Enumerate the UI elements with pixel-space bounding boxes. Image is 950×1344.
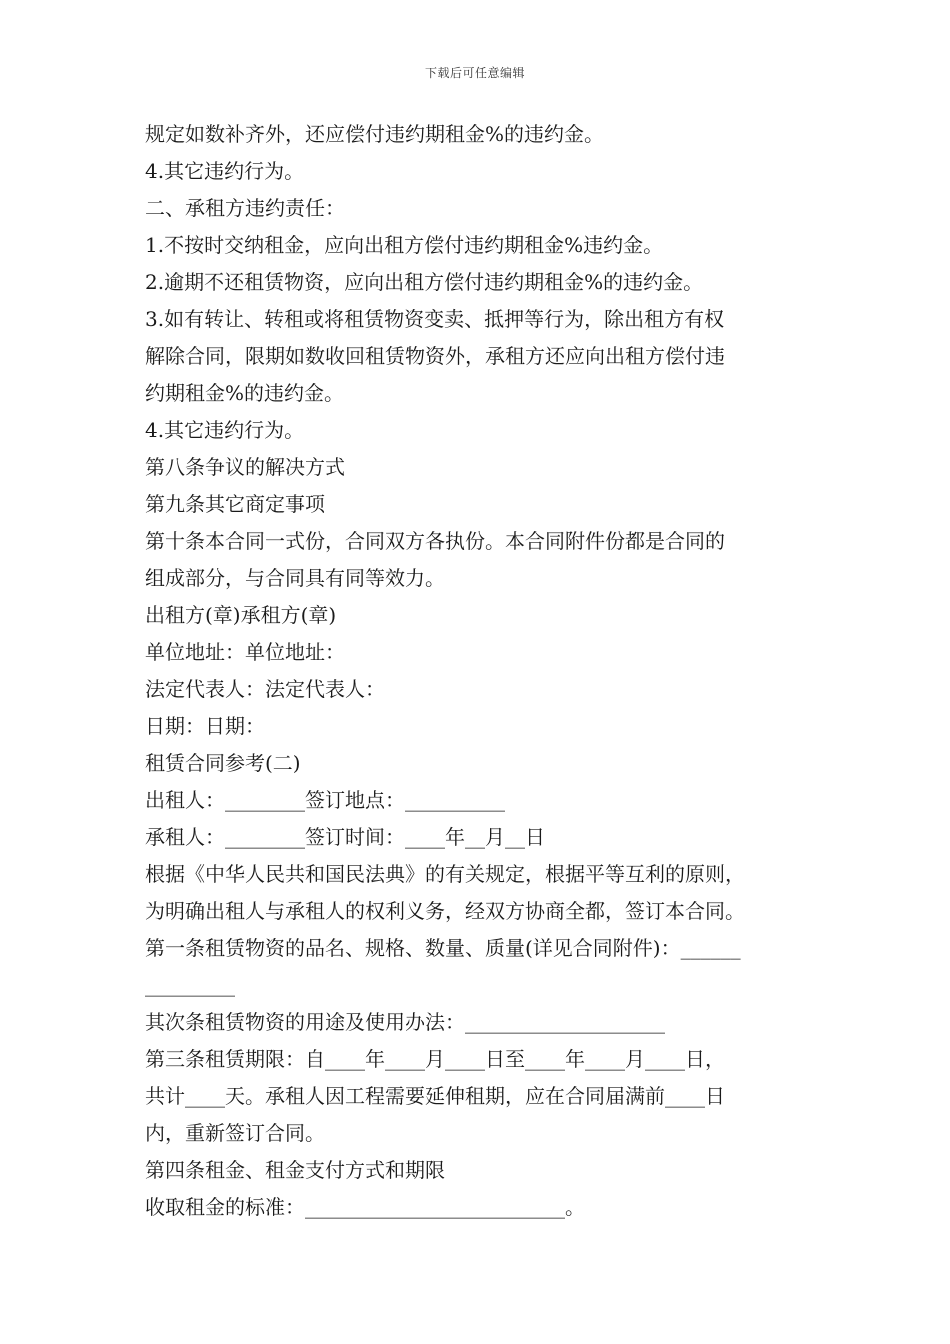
form-line: 出租人：________签订地点：__________: [145, 788, 505, 812]
section-heading: 第八条争议的解决方式: [145, 455, 345, 479]
signature-line: 单位地址：单位地址：: [145, 640, 345, 664]
text-line: 规定如数补齐外，还应偿付违约期租金%的违约金。: [145, 122, 605, 146]
form-line: 承租人：________签订时间：____年__月__日: [145, 825, 545, 849]
signature-line: 日期：日期：: [145, 714, 265, 738]
form-line: 共计____天。承租人因工程需要延伸租期，应在合同届满前____日: [145, 1084, 725, 1108]
document-body: [145, 116, 815, 1226]
document-subtitle: 租赁合同参考(二): [145, 751, 301, 775]
section-heading: 第四条租金、租金支付方式和期限: [145, 1158, 445, 1182]
page-header-note: 下载后可任意编辑: [424, 66, 525, 80]
text-line: 1.不按时交纳租金，应向出租方偿付违约期租金%违约金。: [145, 233, 664, 257]
text-line: 为明确出租人与承租人的权利义务，经双方协商全都，签订本合同。: [145, 899, 745, 923]
form-line: 第三条租赁期限：自____年____月____日至____年____月____日，: [145, 1047, 725, 1071]
section-heading: 第九条其它商定事项: [145, 492, 325, 516]
text-line: 约期租金%的违约金。: [145, 381, 345, 405]
text-line: 4.其它违约行为。: [145, 159, 305, 183]
text-line: 根据《中华人民共和国民法典》的有关规定，根据平等互利的原则，: [145, 862, 745, 886]
form-line: 收取租金的标准：__________________________。: [145, 1195, 585, 1219]
text-line: 内，重新签订合同。: [145, 1121, 325, 1145]
text-line: 解除合同，限期如数收回租赁物资外，承租方还应向出租方偿付违: [145, 344, 725, 368]
form-line: _________: [145, 973, 235, 997]
text-line: 第十条本合同一式份，合同双方各执份。本合同附件份都是合同的: [145, 529, 725, 553]
text-line: 4.其它违约行为。: [145, 418, 305, 442]
signature-line: 出租方(章)承租方(章): [145, 603, 337, 627]
text-line: 二、承租方违约责任：: [145, 196, 345, 220]
signature-line: 法定代表人：法定代表人：: [145, 677, 385, 701]
text-line: 组成部分，与合同具有同等效力。: [145, 566, 445, 590]
text-line: 2.逾期不还租赁物资，应向出租方偿付违约期租金%的违约金。: [145, 270, 704, 294]
form-line: 其次条租赁物资的用途及使用办法：____________________: [145, 1010, 665, 1034]
text-line: 3.如有转让、转租或将租赁物资变卖、抵押等行为，除出租方有权: [145, 307, 725, 331]
form-line: 第一条租赁物资的品名、规格、数量、质量(详见合同附件)：______: [145, 936, 741, 960]
